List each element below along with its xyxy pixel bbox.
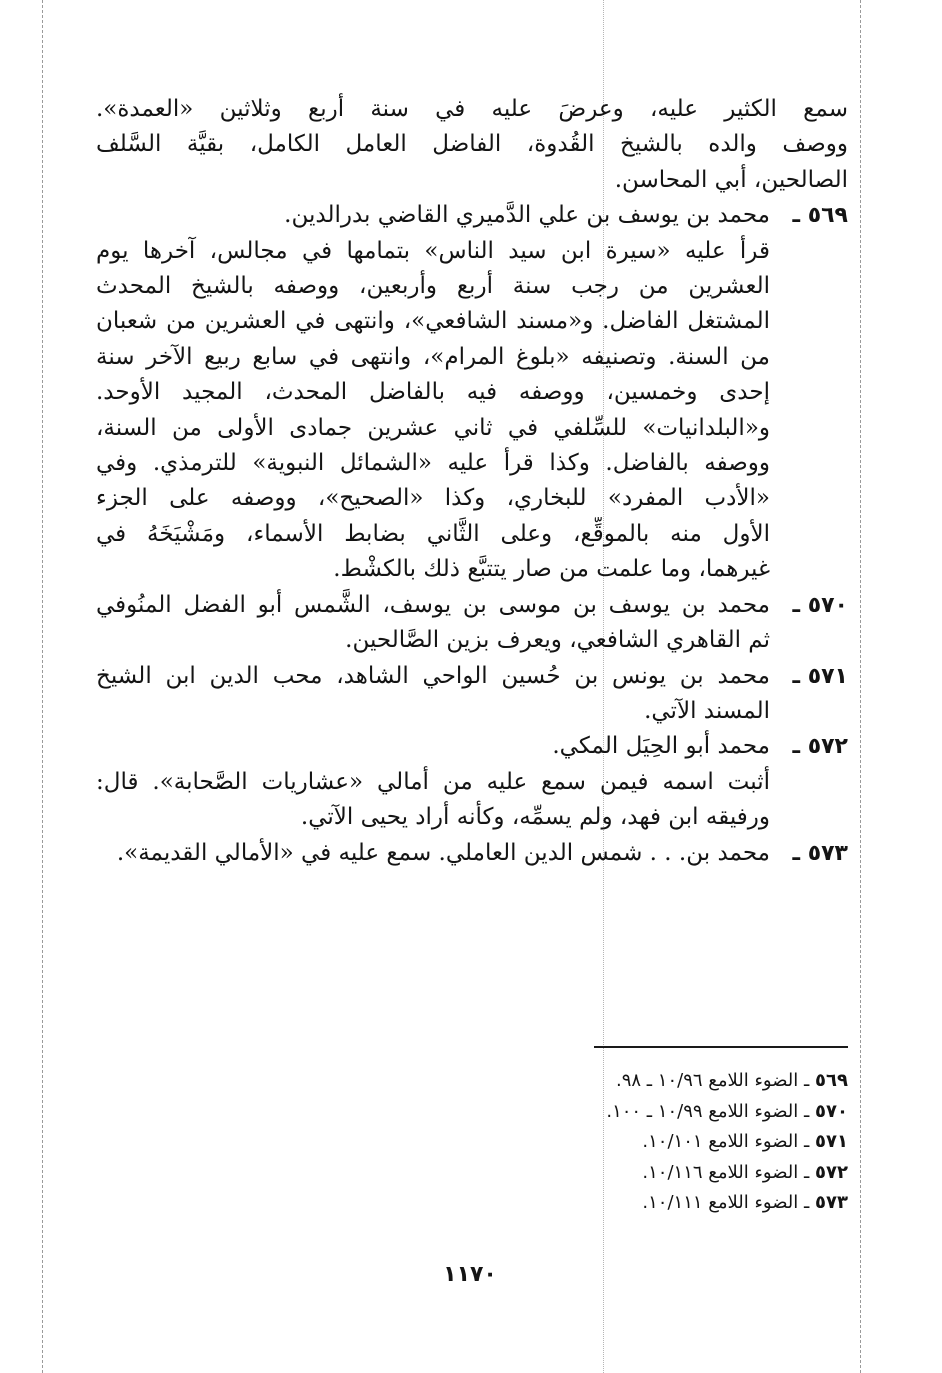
entry-number: ٥٧١ ـ xyxy=(792,663,848,689)
entry-number: ٥٦٩ ـ xyxy=(792,203,848,229)
scan-edge-right xyxy=(860,0,861,1373)
footnote-number: ٥٧١ xyxy=(815,1131,848,1153)
text-line: من السنة. وتصنيفه «بلوغ المرام»، وانتهى في سابع ربيع الآخر سنة xyxy=(96,343,770,370)
text-line: قرأ عليه «سيرة ابن سيد الناس» بتمامها في مجالس، آخرها يوم xyxy=(96,237,770,264)
text-line: ووصفه بالفاضل. وكذا قرأ عليه «الشمائل النبوية» للترمذي. وفي xyxy=(96,450,770,477)
text-line: و«البلدانيات» للسِّلفي في ثاني عشرين جمادى الأولى من السنة، xyxy=(96,414,770,441)
text-line: ورفيقه ابن فهد، ولم يسمِّه، وكأنه أراد يحيى الآتي. xyxy=(300,804,770,831)
entry-571 xyxy=(96,659,848,730)
footnotes xyxy=(360,1066,848,1219)
text-line: العشرين من رجب سنة أربع وأربعين، ووصفه بالشيخ المحدث xyxy=(96,273,770,300)
footnote-separator xyxy=(594,1046,848,1048)
text-line: المسند الآتي. xyxy=(644,697,770,724)
footnote-item xyxy=(360,1127,848,1158)
text-line: «الأدب المفرد» للبخاري، وكذا «الصحيح»، ووصفه على الجزء xyxy=(96,485,770,512)
scan-edge-left xyxy=(42,0,43,1373)
text-line: ووصف والده بالشيخ القُدوة، الفاضل العامل الكامل، بقيَّة السَّلف xyxy=(96,131,848,158)
entry-title: محمد أبو الحِيَل المكي. xyxy=(552,733,770,760)
text-line: أثبت اسمه فيمن سمع عليه من أمالي «عشاريات الصَّحابة». قال: xyxy=(96,768,770,795)
footnote-item xyxy=(360,1097,848,1128)
footnote-text: ـ الضوء اللامع ١٠/١١٦. xyxy=(642,1161,810,1183)
entry-heading xyxy=(96,836,848,871)
footnote-number: ٥٦٩ xyxy=(815,1070,848,1091)
footnote-number: ٥٧٢ xyxy=(815,1161,848,1183)
text-line: إحدى وخمسين، ووصفه فيه بالفاضل المحدث، المجيد الأوحد. xyxy=(96,379,770,406)
entry-title: محمد بن يوسف بن موسى بن يوسف، الشَّمس أبو الفضل المنُوفي xyxy=(96,591,770,618)
text-line: الصالحين، أبي المحاسن. xyxy=(614,166,848,193)
page-number: ١١٧٠ xyxy=(443,1262,497,1287)
entry-heading xyxy=(96,729,848,764)
entry-heading xyxy=(96,659,848,694)
entry-number: ٥٧٢ ـ xyxy=(792,734,848,760)
entry-number: ٥٧٠ ـ xyxy=(792,592,848,618)
footnote-text: ـ الضوء اللامع ١٠/١٠١. xyxy=(642,1131,810,1153)
text-line: الأول منه بالموقِّع، وعلى الثَّاني بضابط الأسماء، ومَشْيَخَهُ في xyxy=(96,520,770,547)
entry-title: محمد بن. . . شمس الدين العاملي. سمع عليه في «الأمالي القديمة». xyxy=(116,839,770,866)
entry-heading xyxy=(96,588,848,623)
entry-title: محمد بن يونس بن حُسين الواحي الشاهد، محب الدين ابن الشيخ xyxy=(96,662,770,689)
footnote-text: ـ الضوء اللامع ١٠/١١١. xyxy=(642,1192,810,1214)
main-text xyxy=(96,92,848,871)
footnote-text: ـ الضوء اللامع ١٠/٩٦ ـ ٩٨. xyxy=(616,1070,810,1091)
entry-570 xyxy=(96,588,848,659)
entry-number: ٥٧٣ ـ xyxy=(792,840,848,866)
footnote-number: ٥٧٣ xyxy=(815,1192,848,1214)
entry-heading xyxy=(96,198,848,233)
entry-572 xyxy=(96,729,848,835)
footnote-item xyxy=(360,1158,848,1189)
footnote-number: ٥٧٠ xyxy=(815,1100,848,1122)
footnote-text: ـ الضوء اللامع ١٠/٩٩ ـ ١٠٠. xyxy=(606,1100,810,1122)
entry-573 xyxy=(96,836,848,871)
text-line: غيرهما، وما علمت من صار يتتبَّع ذلك بالكشْط. xyxy=(333,556,770,583)
intro-paragraph xyxy=(96,92,848,198)
entry-569 xyxy=(96,198,848,587)
footnote-item xyxy=(360,1188,848,1219)
text-line: ثم القاهري الشافعي، ويعرف بزين الصَّالحين. xyxy=(345,627,770,654)
text-line: سمع الكثير عليه، وعرضَ عليه في سنة أربع وثلاثين «العمدة». xyxy=(96,96,848,122)
footnote-item xyxy=(360,1066,848,1097)
text-line: المشتغل الفاضل. و«مسند الشافعي»، وانتهى في العشرين من شعبان xyxy=(96,308,770,335)
entry-title: محمد بن يوسف بن علي الدَّميري القاضي بدرالدين. xyxy=(284,202,770,229)
